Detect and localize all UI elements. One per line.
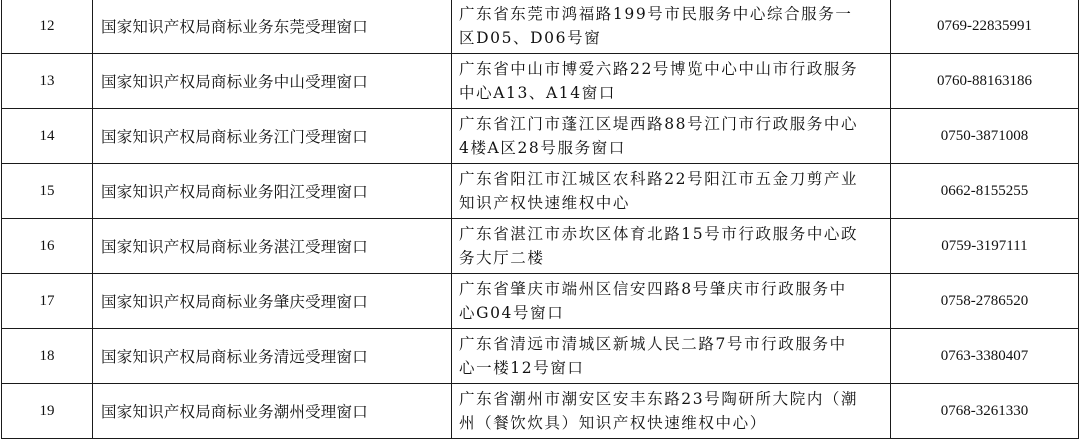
office-address: [452, 219, 891, 274]
office-address: [452, 54, 891, 109]
table-row: [2, 164, 1079, 219]
row-number: 13: [2, 54, 93, 109]
table-row: [2, 219, 1079, 274]
table-row: [2, 274, 1079, 329]
office-name: 国家知识产权局商标业务阳江受理窗口: [93, 164, 452, 219]
table-row: [2, 329, 1079, 384]
row-number: 14: [2, 109, 93, 164]
table-row: [2, 109, 1079, 164]
address-line: 州（餐饮炊具）知识产权快速维权中心）: [459, 414, 767, 432]
address-line: 广东省湛江市赤坎区体育北路15号市行政服务中心政: [459, 225, 859, 243]
address-line: 4楼A区28号服务窗口: [459, 139, 626, 157]
table-row: [2, 384, 1079, 439]
address-line: 中心A13、A14窗口: [459, 84, 616, 102]
phone-number: 0759-3197111: [891, 219, 1079, 274]
office-name: 国家知识产权局商标业务江门受理窗口: [93, 109, 452, 164]
office-address: [452, 164, 891, 219]
office-name: 国家知识产权局商标业务中山受理窗口: [93, 54, 452, 109]
office-name: 国家知识产权局商标业务肇庆受理窗口: [93, 274, 452, 329]
address-line: 广东省阳江市江城区农科路22号阳江市五金刀剪产业: [459, 170, 859, 188]
phone-number: 0768-3261330: [891, 384, 1079, 439]
office-name: 国家知识产权局商标业务清远受理窗口: [93, 329, 452, 384]
phone-number: 0758-2786520: [891, 274, 1079, 329]
address-line: 广东省东莞市鸿福路199号市民服务中心综合服务一: [459, 5, 853, 23]
address-line: 务大厅二楼: [459, 249, 545, 267]
address-line: 广东省清远市清城区新城人民二路7号市行政服务中: [459, 335, 847, 353]
address-line: 广东省中山市博爱六路22号博览中心中山市行政服务: [459, 60, 859, 78]
row-number: 12: [2, 0, 93, 54]
row-number: 17: [2, 274, 93, 329]
phone-number: 0750-3871008: [891, 109, 1079, 164]
row-number: 18: [2, 329, 93, 384]
phone-number: 0763-3380407: [891, 329, 1079, 384]
address-line: 知识产权快速维权中心: [459, 194, 631, 212]
row-number: 15: [2, 164, 93, 219]
office-address: [452, 0, 891, 54]
office-address: [452, 329, 891, 384]
address-line: 广东省肇庆市端州区信安四路8号肇庆市行政服务中: [459, 280, 847, 298]
row-number: 16: [2, 219, 93, 274]
phone-number: 0760-88163186: [891, 54, 1079, 109]
row-number: 19: [2, 384, 93, 439]
table-row: [2, 0, 1079, 54]
office-address: [452, 109, 891, 164]
address-line: 心一楼12号窗口: [459, 359, 585, 377]
office-table: [1, 0, 1079, 439]
office-name: 国家知识产权局商标业务湛江受理窗口: [93, 219, 452, 274]
address-line: 区D05、D06号窗: [459, 29, 602, 47]
address-line: 广东省江门市蓬江区堤西路88号江门市行政服务中心: [459, 115, 859, 133]
phone-number: 0662-8155255: [891, 164, 1079, 219]
address-line: 心G04号窗口: [459, 304, 565, 322]
office-address: [452, 274, 891, 329]
office-address: [452, 384, 891, 439]
office-name: 国家知识产权局商标业务潮州受理窗口: [93, 384, 452, 439]
phone-number: 0769-22835991: [891, 0, 1079, 54]
address-line: 广东省潮州市潮安区安丰东路23号陶研所大院内（潮: [459, 390, 859, 408]
office-name: 国家知识产权局商标业务东莞受理窗口: [93, 0, 452, 54]
table-row: [2, 54, 1079, 109]
